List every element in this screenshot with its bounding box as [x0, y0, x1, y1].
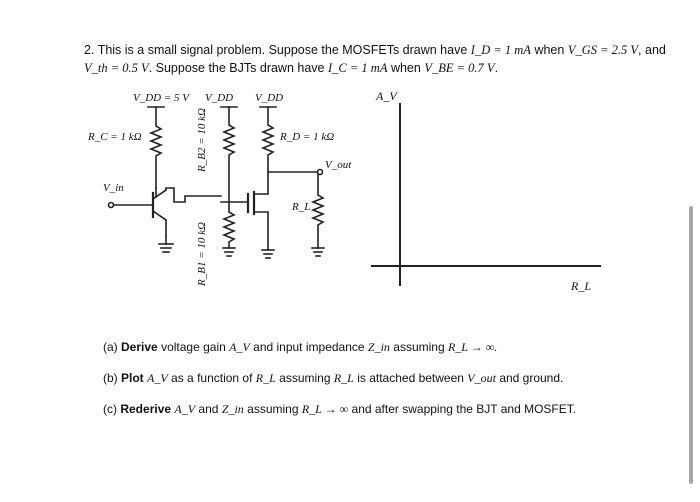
rc-label: R_C = 1 kΩ — [88, 131, 142, 143]
vdd-label-3: V_DD — [255, 92, 284, 104]
rl-resistor — [313, 174, 323, 248]
rb2-resistor — [224, 107, 234, 202]
plot-y-label: A_V — [376, 89, 397, 103]
and-text: , and — [638, 43, 666, 57]
bjt-collector — [153, 190, 166, 199]
vin-label: V_in — [103, 182, 124, 194]
vth-condition: V_th = 0.5 V — [84, 61, 149, 75]
vout-label: V_out — [325, 159, 352, 171]
rc-resistor — [151, 107, 161, 188]
rd-label: R_D = 1 kΩ — [280, 131, 335, 143]
vbe-condition: V_BE = 0.7 V — [424, 61, 495, 75]
question-b: (b) Plot A_V as a function of R_L assuming R_L is attached between V_out and ground. — [103, 371, 564, 385]
vgs-condition: V_GS = 2.5 V — [567, 43, 639, 57]
period-text: . — [494, 61, 499, 75]
vdd-label-2: V_DD — [205, 92, 234, 104]
vin-terminal — [109, 203, 114, 208]
when-text: when — [534, 43, 565, 57]
rb2-label: R_B2 = 10 kΩ — [196, 108, 208, 172]
ic-condition: I_C = 1 mA — [327, 61, 388, 75]
question-c: (c) Rederive A_V and Z_in assuming R_L → ∞ and after swapping the BJT and MOSFET. — [103, 402, 577, 416]
rd-resistor — [254, 107, 273, 194]
ground-symbols — [159, 236, 324, 258]
problem-intro: This is a small signal problem. Suppose the MOSFETs drawn have — [97, 43, 468, 57]
when-text-2: when — [390, 61, 421, 75]
mosfet-source-wire — [254, 212, 268, 250]
id-condition: I_D = 1 mA — [470, 43, 531, 57]
vertical-scrollbar[interactable] — [689, 206, 693, 484]
question-a: (a) Derive voltage gain A_V and input impedance Z_in assuming R_L → ∞. — [103, 340, 498, 354]
plot-x-label: R_L — [571, 279, 592, 293]
vdd-5v-label: V_DD = 5 V — [133, 92, 189, 104]
bjt-sentence: . Suppose the BJTs drawn have — [148, 61, 325, 75]
rb1-resistor — [224, 202, 234, 248]
collector-gate-wire — [166, 188, 221, 202]
rl-label: R_L — [292, 201, 311, 213]
bjt-emitter — [153, 211, 166, 220]
problem-number: 2. — [84, 43, 95, 57]
rb1-label: R_B1 = 10 kΩ — [196, 222, 208, 286]
